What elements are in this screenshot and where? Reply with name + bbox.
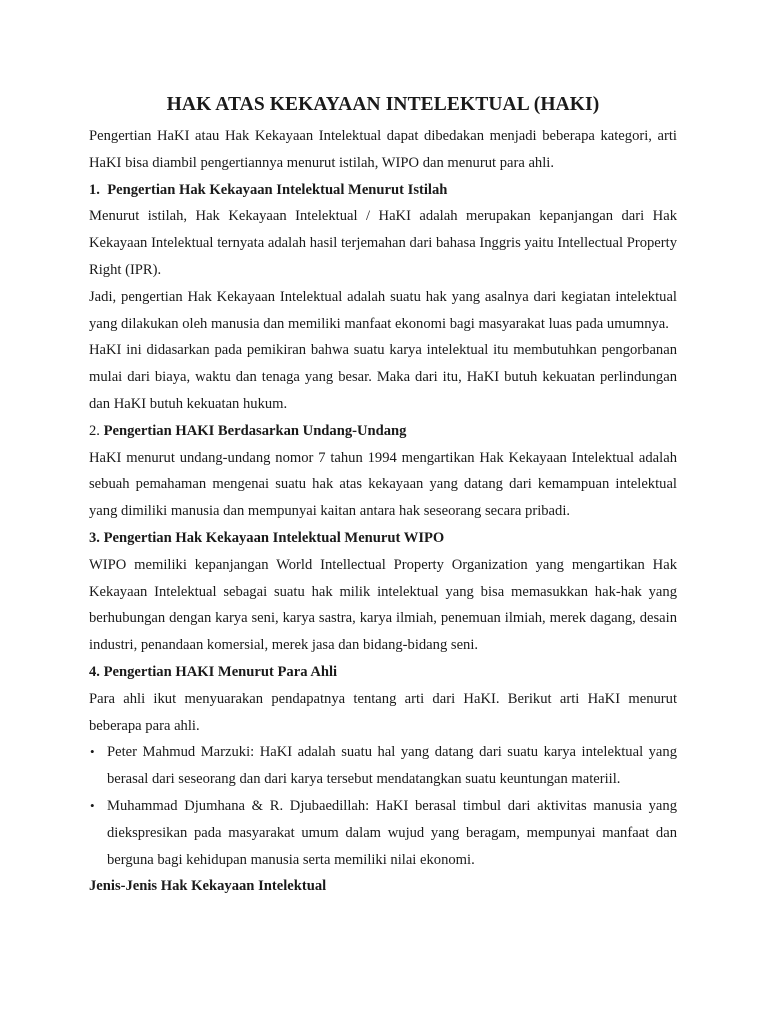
section-3-heading (89, 525, 677, 552)
section-3-number: 3. (89, 529, 100, 546)
list-item (89, 739, 677, 793)
bullet-icon: • (90, 797, 95, 813)
experts-list (89, 739, 677, 873)
document-title: HAK ATAS KEKAYAAN INTELEKTUAL (HAKI) (166, 94, 600, 115)
section-4-heading (89, 659, 677, 686)
section-3-title: Pengertian Hak Kekayaan Intelektual Menurut WIPO (103, 529, 445, 546)
section-2-heading (89, 418, 677, 445)
section-1-paragraph-1: Menurut istilah, Hak Kekayaan Intelektual / HaKI adalah merupakan kepanjangan dari Hak Kekayaan Intelektual ternyata adalah hasil terjemahan dari bahasa Inggris yaitu Intellectual Property Right (IPR). (89, 208, 677, 278)
section-3-paragraph-1: WIPO memiliki kepanjangan World Intellectual Property Organization yang mengartikan Hak Kekayaan Intelektual sebagai suatu hak milik intelektual yang bisa memasukkan hak-hak yang berhubungan dengan karya seni, karya sastra, karya ilmiah, penemuan ilmiah, merek dagang, desain industri, penandaan komersial, merek jasa dan bidang-bidang seni. (89, 556, 677, 654)
section-4-title: Pengertian HAKI Menurut Para Ahli (103, 663, 338, 680)
list-item-text: Muhammad Djumhana & R. Djubaedillah: HaKI berasal timbul dari aktivitas manusia yang diekspresikan pada masyarakat umum dalam wujud yang beragam, mempunyai manfaat dan berguna bagi kehidupan manusia serta memiliki nilai ekonomi. (107, 797, 677, 868)
section-2-paragraph-1: HaKI menurut undang-undang nomor 7 tahun 1994 mengartikan Hak Kekayaan Intelektual adalah sebuah pemahaman mengenai suatu hak atas kekayaan yang datang dari kemampuan intelektual yang dimiliki manusia dan mempunyai kaitan antara hak seseorang secara pribadi. (89, 449, 677, 520)
section-2-title: Pengertian HAKI Berdasarkan Undang-Undang (103, 422, 407, 439)
section-1-paragraph-2: Jadi, pengertian Hak Kekayaan Intelektual adalah suatu hak yang asalnya dari kegiatan intelektual yang dilakukan oleh manusia dan memiliki manfaat ekonomi bagi masyarakat luas pada umumnya. (89, 288, 677, 332)
intro-paragraph: Pengertian HaKI atau Hak Kekayaan Intelektual dapat dibedakan menjadi beberapa kategori, arti HaKI bisa diambil pengertiannya menurut istilah, WIPO dan menurut para ahli. (89, 128, 677, 171)
section-1-heading (89, 177, 677, 204)
closing-heading: Jenis-Jenis Hak Kekayaan Intelektual (89, 878, 327, 895)
section-4-paragraph-1: Para ahli ikut menyuarakan pendapatnya tentang arti dari HaKI. Berikut arti HaKI menurut beberapa para ahli. (89, 690, 677, 734)
document-page (89, 93, 677, 900)
list-item-text: Peter Mahmud Marzuki: HaKI adalah suatu hal yang datang dari suatu karya intelektual yang berasal dari seseorang dan dari karya tersebut mendatangkan suatu keuntungan materiil. (107, 744, 677, 788)
section-1-paragraph-3: HaKI ini didasarkan pada pemikiran bahwa suatu karya intelektual itu membutuhkan pengorbanan mulai dari biaya, waktu dan tenaga yang besar. Maka dari itu, HaKI butuh kekuatan perlindungan dan HaKI butuh kekuatan hukum. (89, 342, 677, 412)
section-1-number: 1. (89, 181, 100, 198)
list-item (89, 793, 677, 873)
section-1-title: Pengertian Hak Kekayaan Intelektual Menurut Istilah (107, 181, 448, 198)
section-2-number: 2. (89, 422, 100, 439)
section-4-number: 4. (89, 663, 100, 680)
bullet-icon: • (90, 744, 95, 760)
